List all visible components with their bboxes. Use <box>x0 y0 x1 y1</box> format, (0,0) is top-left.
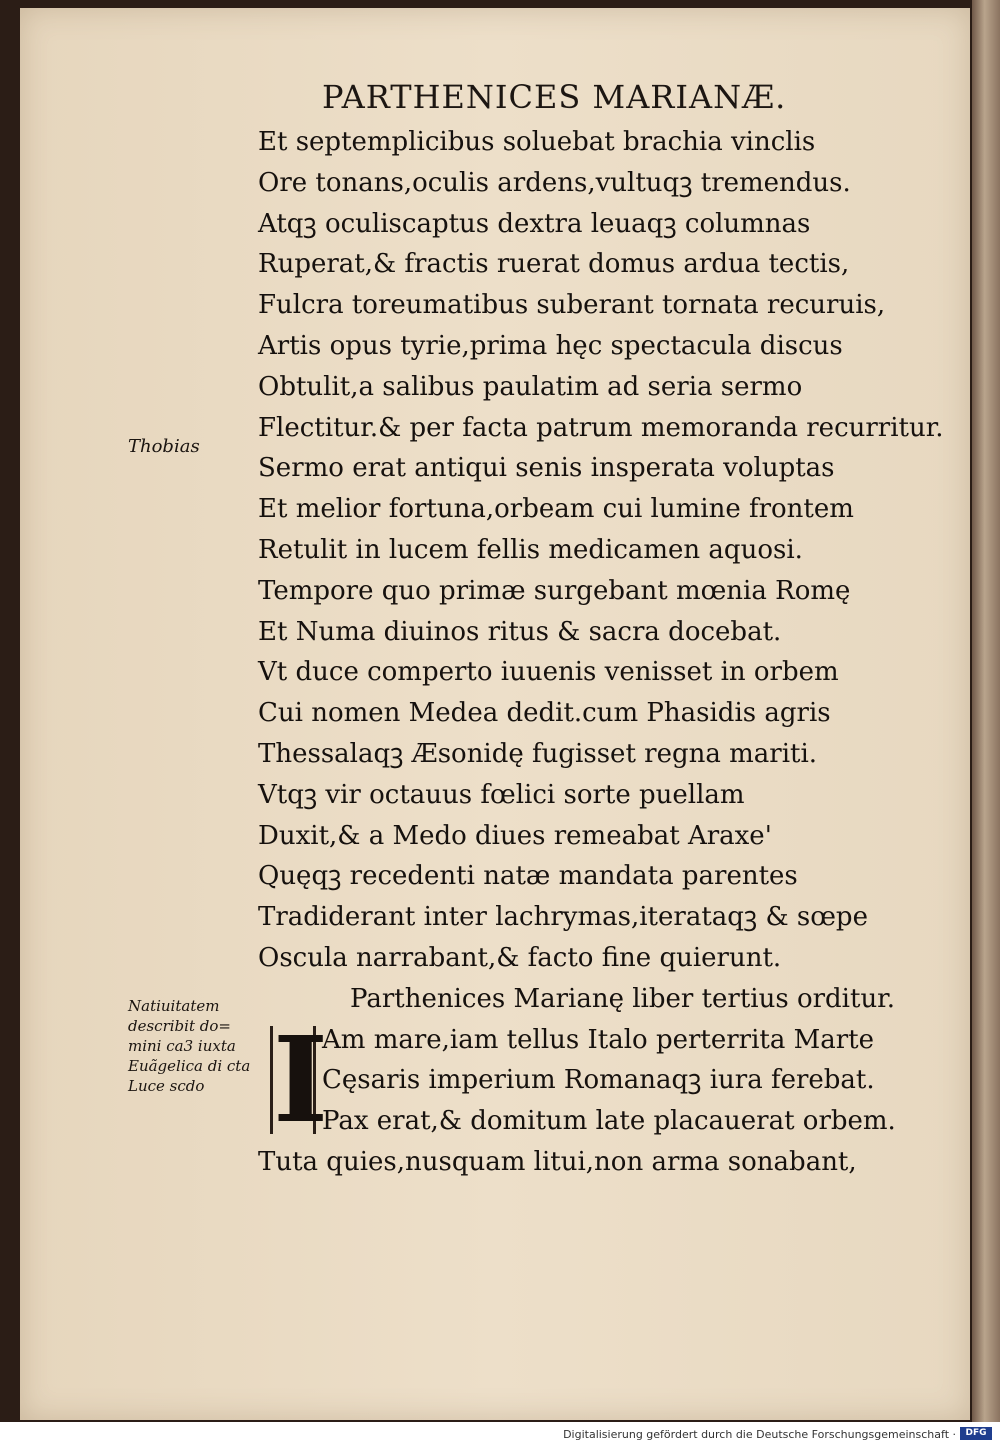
verse-line: Tradiderant inter lachrymas,iterataqꝫ & sœpe <box>258 902 868 933</box>
verse-line: Sermo erat antiqui senis insperata voluptas <box>258 453 835 484</box>
verse-line: Oscula narrabant,& facto fine quierunt. <box>258 942 782 973</box>
running-head: PARTHENICES MARIANÆ. <box>322 78 787 116</box>
book-section-title: Parthenices Marianę liber tertius orditur. <box>350 983 896 1014</box>
verse-line: Cui nomen Medea dedit.cum Phasidis agris <box>258 698 831 729</box>
verse-line: Atqꝫ oculiscaptus dextra leuaqꝫ columnas <box>258 208 811 239</box>
verse-line: Am mare,iam tellus Italo perterrita Marte <box>322 1024 875 1055</box>
verse-line: Et melior fortuna,orbeam cui lumine frontem <box>258 494 854 525</box>
verse-line: Tuta quies,nusquam litui,non arma sonabant, <box>258 1146 857 1177</box>
funding-credit: Digitalisierung gefördert durch die Deutsche Forschungsgemeinschaft · <box>563 1428 956 1441</box>
verse-line: Artis opus tyrie,prima hęc spectacula discus <box>258 330 843 361</box>
verse-line: Vtqꝫ vir octauus fœlici sorte puellam <box>258 779 745 810</box>
verse-block <box>258 122 958 1183</box>
book-spine-edge <box>972 0 1000 1422</box>
verse-line: Et septemplicibus soluebat brachia vinclis <box>258 127 816 157</box>
verse-line: Pax erat,& domitum late placauerat orbem. <box>322 1106 896 1137</box>
verse-line: Obtulit,a salibus paulatim ad seria sermo <box>258 371 803 402</box>
verse-line: Vt duce comperto iuuenis venisset in orbem <box>258 657 839 688</box>
verse-line: Duxit,& a Medo diues remeabat Araxe' <box>258 820 772 851</box>
verse-line: Ruperat,& fractis ruerat domus ardua tectis, <box>258 249 850 280</box>
verse-line: Cęsaris imperium Romanaqꝫ iura ferebat. <box>322 1065 875 1096</box>
verse-line: Fulcra toreumatibus suberant tornata recuruis, <box>258 290 886 321</box>
verse-line: Flectitur.& per facta patrum memoranda recurritur. <box>258 412 944 443</box>
verse-line: Tempore quo primæ surgebant mœnia Romę <box>258 575 851 606</box>
verse-line: Et Numa diuinos ritus & sacra docebat. <box>258 616 782 647</box>
verse-line: Ore tonans,oculis ardens,vultuqꝫ tremendus. <box>258 167 851 198</box>
verse-line: Quęqꝫ recedenti natæ mandata parentes <box>258 861 798 892</box>
drop-capital: I <box>270 1026 316 1134</box>
marginal-note-natiuitatem: Natiuitatem describit do= mini ca3 iuxta Euãgelica di cta Luce scdo <box>128 997 251 1095</box>
dfg-logo-icon: DFG <box>960 1427 992 1440</box>
verse-line: Retulit in lucem fellis medicamen aquosi. <box>258 534 803 565</box>
marginal-note-thobias: Thobias <box>128 436 200 457</box>
verse-line: Thessalaqꝫ Æsonidę fugisset regna mariti. <box>258 738 818 769</box>
